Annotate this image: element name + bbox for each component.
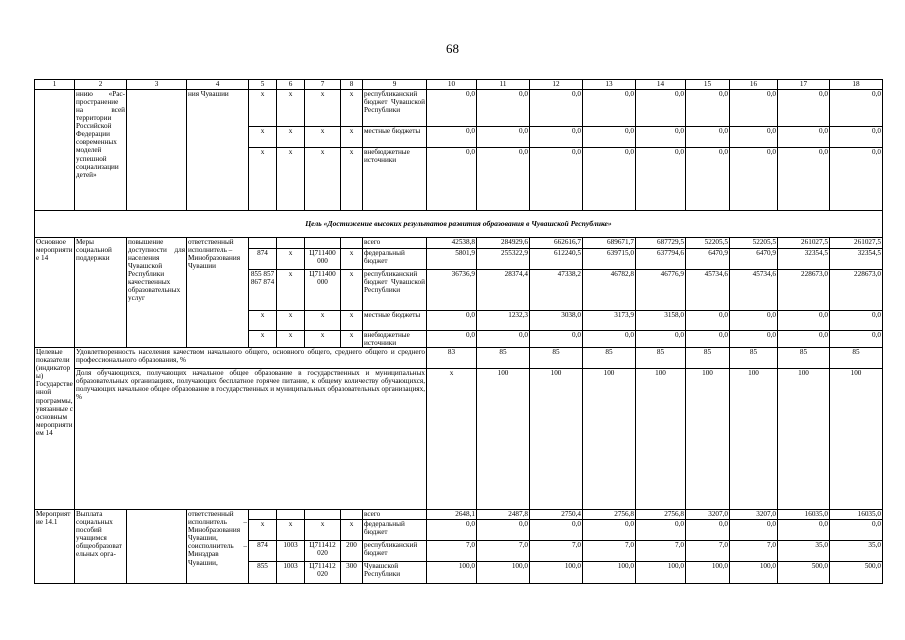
value-cell: 0,0 xyxy=(730,311,778,331)
value-cell: 500,0 xyxy=(778,562,830,584)
header-row xyxy=(35,80,883,90)
code-cell: x xyxy=(277,249,305,270)
value-cell: 46776,9 xyxy=(636,270,686,311)
value-cell: 16035,0 xyxy=(830,510,883,520)
main-activity-label: Основное мероприятие 14 xyxy=(35,238,75,348)
executor-cell: ответственный исполнитель – Минобразования Чувашии xyxy=(187,238,249,348)
code-cell: x xyxy=(341,311,363,331)
value-cell: 0,0 xyxy=(730,520,778,541)
code-cell: 200 xyxy=(341,541,363,562)
indicator-text: Доля обучающихся, получающих начальное общее образование в государственных и муниципальных образовательных организациях, получающих бесплатное горячее питание, к общему количеству обучающихся, получающих начальное общее образование в государственных и муниципальных образовательных организациях, % xyxy=(75,369,427,510)
code-cell xyxy=(277,510,305,520)
indicator-row xyxy=(35,369,883,510)
code-cell: x xyxy=(249,311,277,331)
value-cell: 0,0 xyxy=(686,331,730,348)
indicator-value: 85 xyxy=(636,348,686,369)
indicator-value: 85 xyxy=(730,348,778,369)
code-cell xyxy=(249,238,277,249)
value-cell: 0,0 xyxy=(427,90,477,127)
code-cell: 874 xyxy=(249,249,277,270)
code-cell: x xyxy=(341,270,363,311)
code-cell: 1003 xyxy=(277,541,305,562)
value-cell: 7,0 xyxy=(477,541,530,562)
value-cell: 2487,8 xyxy=(477,510,530,520)
funding-source: всего xyxy=(363,510,427,520)
value-cell: 32354,5 xyxy=(778,249,830,270)
measure-name: Меры социальной поддержки xyxy=(75,238,127,348)
value-cell: 52205,5 xyxy=(686,238,730,249)
value-cell: 0,0 xyxy=(778,331,830,348)
value-cell: 0,0 xyxy=(530,331,583,348)
code-cell xyxy=(305,510,341,520)
executor-cell: ния Чувашии xyxy=(187,90,249,211)
column-number: 12 xyxy=(530,80,583,90)
value-cell: 0,0 xyxy=(636,127,686,148)
indicator-value: 83 xyxy=(427,348,477,369)
measure-name: Выплата социальных пособий учащимся общеобразовательных орга- xyxy=(75,510,127,584)
value-cell: 0,0 xyxy=(730,127,778,148)
code-cell: x xyxy=(305,311,341,331)
objective-cell: повышение доступности для населения Чувашской Республики качественных образовательных услуг xyxy=(127,238,187,348)
value-cell: 0,0 xyxy=(730,148,778,211)
code-cell xyxy=(277,238,305,249)
table-row xyxy=(35,90,883,127)
value-cell: 0,0 xyxy=(830,311,883,331)
value-cell: 32354,5 xyxy=(830,249,883,270)
value-cell: 0,0 xyxy=(778,520,830,541)
value-cell: 7,0 xyxy=(530,541,583,562)
value-cell: 0,0 xyxy=(778,127,830,148)
funding-source: местные бюджеты xyxy=(363,311,427,331)
code-cell: x xyxy=(341,148,363,211)
column-number: 9 xyxy=(363,80,427,90)
value-cell: 0,0 xyxy=(636,90,686,127)
value-cell: 0,0 xyxy=(427,311,477,331)
code-cell: Ц711412 020 xyxy=(305,562,341,584)
funding-source: Чувашской Республики xyxy=(363,562,427,584)
column-number: 18 xyxy=(830,80,883,90)
value-cell: 639715,0 xyxy=(583,249,636,270)
indicator-value: 100 xyxy=(583,369,636,510)
indicator-value: 100 xyxy=(636,369,686,510)
value-cell: 0,0 xyxy=(730,90,778,127)
value-cell: 0,0 xyxy=(686,148,730,211)
goal-row xyxy=(35,211,883,238)
indicator-value: 85 xyxy=(530,348,583,369)
indicator-value: 100 xyxy=(830,369,883,510)
value-cell: 6470,9 xyxy=(686,249,730,270)
target-indicators-label: Целевые показатели (индикаторы) Государственной программы, увязанные с основным мероприятием 14 xyxy=(35,348,75,510)
code-cell: Ц711400 000 xyxy=(305,270,341,311)
value-cell: 0,0 xyxy=(686,311,730,331)
column-number: 10 xyxy=(427,80,477,90)
value-cell: 284929,6 xyxy=(477,238,530,249)
measure-name: ннию «Рас-пространение на всей территории Российской Федерации современных моделей успешной социализации детей» xyxy=(75,90,127,211)
value-cell: 0,0 xyxy=(830,520,883,541)
indicator-value: 85 xyxy=(686,348,730,369)
column-number: 7 xyxy=(305,80,341,90)
value-cell: 3207,0 xyxy=(730,510,778,520)
indicator-row xyxy=(35,348,883,369)
indicator-value: 100 xyxy=(530,369,583,510)
value-cell: 0,0 xyxy=(583,127,636,148)
value-cell: 0,0 xyxy=(427,148,477,211)
value-cell: 2756,8 xyxy=(636,510,686,520)
indicator-value: 100 xyxy=(778,369,830,510)
value-cell: 0,0 xyxy=(583,148,636,211)
value-cell: 3158,0 xyxy=(636,311,686,331)
value-cell: 0,0 xyxy=(477,90,530,127)
value-cell: 100,0 xyxy=(686,562,730,584)
code-cell: Ц711412 020 xyxy=(305,541,341,562)
executor-cell: ответственный исполнитель – Минобразования Чувашии, соисполнитель – Минздрав Чувашии, xyxy=(187,510,249,584)
funding-source: федеральный бюджет xyxy=(363,249,427,270)
value-cell: 35,0 xyxy=(778,541,830,562)
value-cell: 255322,9 xyxy=(477,249,530,270)
goal-title: Цель «Достижение высоких результатов развития образования в Чувашской Республике» xyxy=(35,211,883,238)
col3-cell xyxy=(127,510,187,584)
value-cell: 46782,8 xyxy=(583,270,636,311)
code-cell: x xyxy=(249,127,277,148)
code-cell: x xyxy=(277,148,305,211)
indicator-value: 100 xyxy=(730,369,778,510)
code-cell: x xyxy=(249,520,277,541)
value-cell: 0,0 xyxy=(583,331,636,348)
value-cell: 228673,0 xyxy=(778,270,830,311)
value-cell: 100,0 xyxy=(477,562,530,584)
value-cell: 0,0 xyxy=(778,311,830,331)
value-cell: 0,0 xyxy=(583,520,636,541)
value-cell: 35,0 xyxy=(830,541,883,562)
code-cell xyxy=(305,238,341,249)
value-cell: 3207,0 xyxy=(686,510,730,520)
col1-cell xyxy=(35,90,75,211)
value-cell: 689671,7 xyxy=(583,238,636,249)
budget-table xyxy=(34,79,883,584)
code-cell: 1003 xyxy=(277,562,305,584)
value-cell: 0,0 xyxy=(686,520,730,541)
value-cell: 500,0 xyxy=(830,562,883,584)
value-cell: 47338,2 xyxy=(530,270,583,311)
value-cell: 100,0 xyxy=(530,562,583,584)
value-cell: 1232,3 xyxy=(477,311,530,331)
code-cell xyxy=(249,510,277,520)
value-cell: 0,0 xyxy=(830,148,883,211)
value-cell: 0,0 xyxy=(778,90,830,127)
value-cell: 28374,4 xyxy=(477,270,530,311)
activity-label: Мероприятие 14.1 xyxy=(35,510,75,584)
value-cell: 0,0 xyxy=(636,331,686,348)
value-cell: 261027,5 xyxy=(830,238,883,249)
funding-source: внебюджетные источники xyxy=(363,331,427,348)
code-cell: x xyxy=(305,520,341,541)
column-number: 17 xyxy=(778,80,830,90)
value-cell: 42538,8 xyxy=(427,238,477,249)
value-cell: 0,0 xyxy=(830,127,883,148)
value-cell: 3038,0 xyxy=(530,311,583,331)
code-cell xyxy=(341,510,363,520)
indicator-value: 85 xyxy=(477,348,530,369)
value-cell: 100,0 xyxy=(583,562,636,584)
value-cell: 7,0 xyxy=(686,541,730,562)
column-number: 1 xyxy=(35,80,75,90)
code-cell: x xyxy=(341,127,363,148)
value-cell: 0,0 xyxy=(778,148,830,211)
value-cell: 0,0 xyxy=(686,127,730,148)
code-cell: x xyxy=(249,90,277,127)
code-cell: 855 xyxy=(249,562,277,584)
value-cell: 7,0 xyxy=(583,541,636,562)
value-cell: 0,0 xyxy=(530,520,583,541)
value-cell: 52205,5 xyxy=(730,238,778,249)
value-cell: 7,0 xyxy=(636,541,686,562)
value-cell: 0,0 xyxy=(830,90,883,127)
value-cell: 662616,7 xyxy=(530,238,583,249)
code-cell: x xyxy=(305,148,341,211)
column-number: 13 xyxy=(583,80,636,90)
value-cell: 100,0 xyxy=(730,562,778,584)
column-number: 5 xyxy=(249,80,277,90)
column-number: 2 xyxy=(75,80,127,90)
value-cell: 0,0 xyxy=(477,331,530,348)
column-number: 6 xyxy=(277,80,305,90)
value-cell: 100,0 xyxy=(636,562,686,584)
column-number: 4 xyxy=(187,80,249,90)
code-cell: 300 xyxy=(341,562,363,584)
code-cell: x xyxy=(305,127,341,148)
value-cell: 0,0 xyxy=(427,127,477,148)
value-cell: 45734,6 xyxy=(686,270,730,311)
code-cell: x xyxy=(277,331,305,348)
table-row xyxy=(35,510,883,520)
code-cell: x xyxy=(277,270,305,311)
funding-source: республиканский бюджет Чувашской Республики xyxy=(363,270,427,311)
column-number: 11 xyxy=(477,80,530,90)
code-cell: x xyxy=(341,249,363,270)
indicator-value: 85 xyxy=(583,348,636,369)
value-cell: 3173,9 xyxy=(583,311,636,331)
table-row xyxy=(35,238,883,249)
value-cell: 687729,5 xyxy=(636,238,686,249)
code-cell: x xyxy=(305,90,341,127)
value-cell: 0,0 xyxy=(636,520,686,541)
indicator-text: Удовлетворенность населения качеством начального общего, основного общего, среднего общего и среднего профессионального образования, % xyxy=(75,348,427,369)
value-cell: 0,0 xyxy=(427,331,477,348)
column-number: 14 xyxy=(636,80,686,90)
value-cell: 2756,8 xyxy=(583,510,636,520)
indicator-value: x xyxy=(427,369,477,510)
value-cell: 0,0 xyxy=(636,148,686,211)
code-cell: x xyxy=(277,311,305,331)
page-number: 68 xyxy=(446,41,459,56)
code-cell: Ц711400 000 xyxy=(305,249,341,270)
column-number: 16 xyxy=(730,80,778,90)
code-cell: x xyxy=(277,127,305,148)
indicator-value: 85 xyxy=(830,348,883,369)
value-cell: 45734,6 xyxy=(730,270,778,311)
value-cell: 612240,5 xyxy=(530,249,583,270)
value-cell: 261027,5 xyxy=(778,238,830,249)
funding-source: федеральный бюджет xyxy=(363,520,427,541)
code-cell: x xyxy=(305,331,341,348)
value-cell: 0,0 xyxy=(530,148,583,211)
funding-source: всего xyxy=(363,238,427,249)
column-number: 15 xyxy=(686,80,730,90)
value-cell: 2648,1 xyxy=(427,510,477,520)
code-cell: 855 857 867 874 xyxy=(249,270,277,311)
value-cell: 16035,0 xyxy=(778,510,830,520)
code-cell: x xyxy=(341,90,363,127)
value-cell: 2750,4 xyxy=(530,510,583,520)
value-cell: 0,0 xyxy=(477,520,530,541)
indicator-value: 85 xyxy=(778,348,830,369)
funding-source: республиканский бюджет Чувашской Республики xyxy=(363,90,427,127)
value-cell: 637794,6 xyxy=(636,249,686,270)
value-cell: 0,0 xyxy=(530,127,583,148)
value-cell: 100,0 xyxy=(427,562,477,584)
value-cell: 0,0 xyxy=(530,90,583,127)
value-cell: 5801,9 xyxy=(427,249,477,270)
value-cell: 7,0 xyxy=(730,541,778,562)
code-cell xyxy=(341,238,363,249)
column-number: 8 xyxy=(341,80,363,90)
code-cell: 874 xyxy=(249,541,277,562)
code-cell: x xyxy=(341,331,363,348)
code-cell: x xyxy=(249,331,277,348)
funding-source: внебюджетные источники xyxy=(363,148,427,211)
value-cell: 0,0 xyxy=(830,331,883,348)
code-cell: x xyxy=(277,520,305,541)
column-number: 3 xyxy=(127,80,187,90)
value-cell: 6470,9 xyxy=(730,249,778,270)
value-cell: 36736,9 xyxy=(427,270,477,311)
value-cell: 0,0 xyxy=(686,90,730,127)
indicator-value: 100 xyxy=(477,369,530,510)
value-cell: 0,0 xyxy=(730,331,778,348)
funding-source: республиканский бюджет xyxy=(363,541,427,562)
value-cell: 0,0 xyxy=(427,520,477,541)
indicator-value: 100 xyxy=(686,369,730,510)
code-cell: x xyxy=(249,148,277,211)
value-cell: 0,0 xyxy=(477,127,530,148)
value-cell: 0,0 xyxy=(583,90,636,127)
funding-source: местные бюджеты xyxy=(363,127,427,148)
code-cell: x xyxy=(341,520,363,541)
code-cell: x xyxy=(277,90,305,127)
value-cell: 7,0 xyxy=(427,541,477,562)
value-cell: 228673,0 xyxy=(830,270,883,311)
col3-cell xyxy=(127,90,187,211)
value-cell: 0,0 xyxy=(477,148,530,211)
